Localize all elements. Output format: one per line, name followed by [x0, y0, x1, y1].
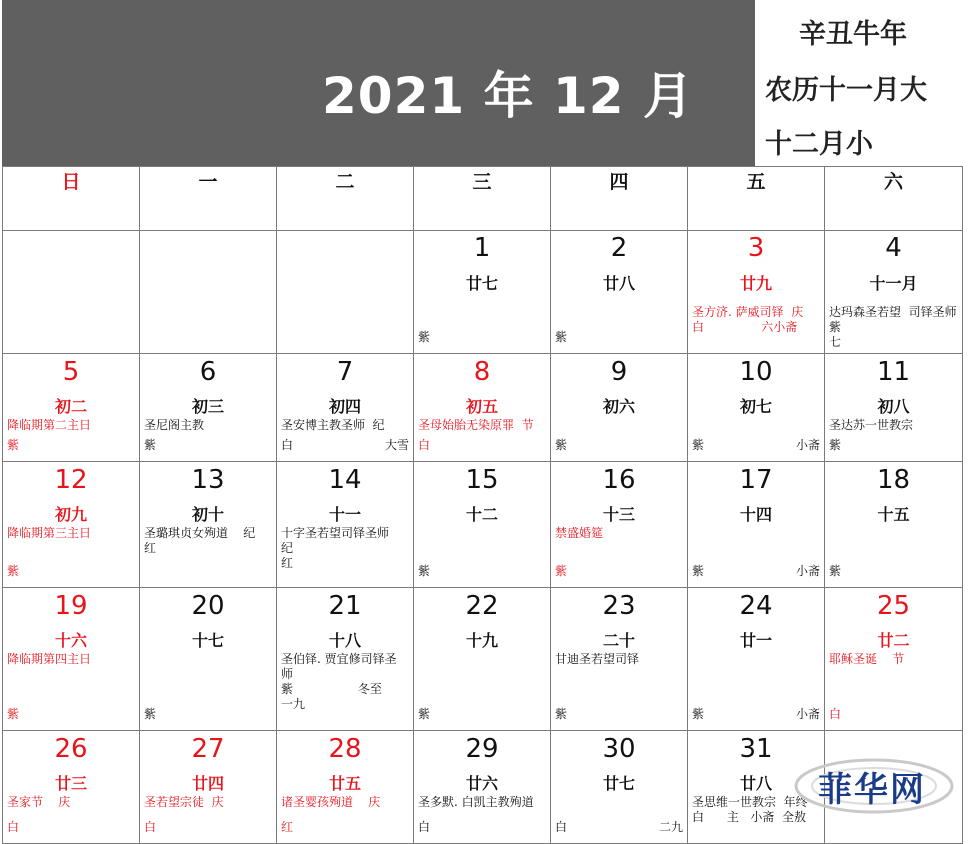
lunar-date: 十六 — [54, 631, 87, 650]
day-cell — [140, 731, 277, 844]
lunar-date: 初八 — [877, 397, 910, 416]
lunar-info-box — [755, 0, 968, 166]
solar-date: 25 — [876, 591, 911, 621]
feast-note: 圣若望宗徒 庆 — [144, 795, 224, 809]
day-cell — [551, 231, 688, 354]
solar-date: 11 — [876, 357, 911, 387]
liturgical-color: 白 — [418, 820, 431, 834]
liturgy-footer — [144, 705, 272, 720]
solar-date: 7 — [336, 357, 354, 387]
liturgical-color: 紫 — [144, 707, 157, 721]
lunar-date: 十八 — [328, 631, 361, 650]
feast-note: 圣达苏一世教宗 — [829, 418, 914, 432]
solar-date: 9 — [610, 357, 628, 387]
lunar-month-1: 农历十一月大 — [765, 75, 927, 106]
solar-date: 27 — [191, 734, 225, 764]
liturgical-color: 紫 — [418, 707, 431, 721]
liturgy-footer — [829, 436, 958, 451]
solar-date: 6 — [199, 357, 217, 387]
solar-date: 5 — [62, 357, 80, 387]
feast-note: 诸圣婴孩殉道 庆 — [281, 795, 381, 809]
day-cell — [551, 462, 688, 588]
lunar-date: 初六 — [602, 397, 635, 416]
lunar-date: 初九 — [54, 505, 87, 524]
liturgy-footer — [7, 436, 135, 451]
lunar-date: 二十 — [602, 631, 635, 650]
day-cell — [825, 588, 963, 731]
lunar-year: 辛丑牛年 — [799, 19, 907, 50]
liturgical-color: 紫 — [555, 564, 568, 578]
weekday-sat: 六 — [825, 167, 963, 231]
feast-note: 降临期第四主日 — [7, 652, 92, 666]
lunar-date: 廿二 — [877, 631, 910, 650]
liturgical-color: 紫 — [7, 564, 20, 578]
lunar-date: 廿七 — [465, 274, 498, 293]
empty-day-cell — [3, 231, 140, 354]
lunar-date: 十一月 — [869, 274, 918, 293]
feast-note: 圣家节 庆 — [7, 795, 71, 809]
day-cell — [3, 588, 140, 731]
day-cell — [277, 731, 414, 844]
day-cell — [3, 731, 140, 844]
lunar-date: 廿七 — [602, 774, 635, 793]
solar-date: 18 — [876, 465, 911, 495]
solar-date: 30 — [602, 734, 636, 764]
lunar-date: 十二 — [465, 505, 498, 524]
feast-note: 圣安博主教圣师 纪 — [281, 418, 385, 432]
day-cell — [688, 354, 825, 462]
weekday-header-row — [3, 167, 963, 231]
liturgy-footer — [829, 562, 958, 577]
empty-day-cell — [277, 231, 414, 354]
lunar-date: 十四 — [739, 505, 772, 524]
empty-day-cell — [140, 231, 277, 354]
solar-date: 16 — [602, 465, 636, 495]
week-row — [3, 462, 963, 588]
day-cell — [825, 354, 963, 462]
liturgical-color: 紫 — [829, 564, 842, 578]
day-cell — [414, 462, 551, 588]
day-cell — [414, 354, 551, 462]
solar-date: 10 — [739, 357, 773, 387]
liturgy-footer — [144, 818, 272, 833]
liturgical-color: 紫 — [692, 564, 705, 578]
lunar-date: 廿八 — [602, 274, 635, 293]
liturgical-color: 白 — [418, 438, 431, 452]
day-cell — [277, 354, 414, 462]
lunar-date: 十三 — [602, 505, 635, 524]
day-cell — [688, 231, 825, 354]
liturgy-footer — [418, 328, 546, 343]
observance-note: 小斋 — [795, 438, 820, 452]
feast-note: 禁盛婚筵 — [555, 526, 604, 540]
day-cell — [277, 588, 414, 731]
solar-date: 19 — [54, 591, 88, 621]
solar-date: 14 — [328, 465, 362, 495]
liturgy-footer — [418, 562, 546, 577]
liturgy-footer — [555, 436, 683, 451]
lunar-date: 初二 — [54, 397, 87, 416]
feast-note: 圣思维一世教宗 年终 白 主 小斋 全敖 — [692, 795, 808, 824]
liturgical-color: 白 — [829, 707, 842, 721]
solar-date: 28 — [328, 734, 362, 764]
liturgical-color: 紫 — [418, 330, 431, 344]
weekday-wed: 三 — [414, 167, 551, 231]
weekday-fri: 五 — [688, 167, 825, 231]
month-title: 2021 年 12 月 — [322, 67, 694, 125]
liturgy-footer — [555, 328, 683, 343]
solar-date: 4 — [885, 233, 902, 263]
week-row — [3, 231, 963, 354]
liturgy-footer — [7, 562, 135, 577]
liturgical-color: 白 — [555, 820, 568, 834]
day-cell — [140, 354, 277, 462]
watermark-logo — [790, 752, 958, 820]
feast-note: 圣璐琪贞女殉道 纪 红 — [144, 526, 256, 555]
liturgical-color: 紫 — [418, 564, 431, 578]
liturgy-footer — [692, 705, 820, 720]
liturgy-footer — [555, 705, 683, 720]
weekday-tue: 二 — [277, 167, 414, 231]
day-cell — [551, 354, 688, 462]
liturgical-color: 紫 — [7, 438, 20, 452]
day-cell — [688, 588, 825, 731]
feast-note: 耶稣圣诞 节 — [829, 652, 905, 666]
day-cell — [3, 354, 140, 462]
liturgical-color: 紫 — [829, 438, 842, 452]
feast-note: 甘迪圣若望司铎 — [555, 652, 640, 666]
liturgical-color: 紫 — [144, 438, 157, 452]
liturgical-color: 紫 — [555, 707, 568, 721]
observance-note: 小斋 — [795, 707, 820, 721]
week-row — [3, 588, 963, 731]
liturgical-color: 紫 — [7, 707, 20, 721]
day-cell — [414, 731, 551, 844]
calendar-header — [2, 0, 968, 166]
solar-date: 12 — [54, 465, 88, 495]
liturgy-footer — [829, 705, 958, 720]
day-cell — [688, 462, 825, 588]
liturgy-footer — [281, 818, 409, 833]
day-cell — [414, 231, 551, 354]
lunar-date: 初三 — [191, 397, 224, 416]
solar-date: 21 — [328, 591, 362, 621]
liturgy-footer — [418, 818, 546, 833]
lunar-date: 初五 — [465, 397, 498, 416]
liturgy-footer — [692, 562, 820, 577]
observance-note: 二九 — [658, 820, 683, 834]
liturgical-color: 白 — [281, 438, 294, 452]
solar-date: 20 — [191, 591, 225, 621]
solar-date: 8 — [473, 357, 491, 387]
solar-date: 17 — [739, 465, 773, 495]
liturgy-footer — [692, 436, 820, 451]
lunar-date: 廿五 — [328, 774, 361, 793]
solar-date: 26 — [54, 734, 88, 764]
solar-date: 3 — [747, 233, 765, 263]
day-cell — [825, 462, 963, 588]
feast-note: 降临期第二主日 — [7, 418, 92, 432]
day-cell — [277, 462, 414, 588]
liturgical-color: 白 — [144, 820, 157, 834]
solar-date: 2 — [610, 233, 628, 263]
day-cell — [3, 462, 140, 588]
lunar-date: 十一 — [328, 505, 361, 524]
day-cell — [551, 588, 688, 731]
liturgical-color: 紫 — [692, 707, 705, 721]
solar-date: 31 — [739, 734, 773, 764]
weekday-thu: 四 — [551, 167, 688, 231]
lunar-date: 廿六 — [465, 774, 498, 793]
lunar-date: 十七 — [191, 631, 224, 650]
feast-note: 达玛森圣若望 司铎圣师 紫 七 — [829, 305, 957, 349]
liturgical-color: 紫 — [692, 438, 705, 452]
lunar-month-2: 十二月小 — [765, 129, 873, 160]
week-row — [3, 354, 963, 462]
day-cell — [825, 231, 963, 354]
lunar-date: 初十 — [191, 505, 224, 524]
day-cell — [414, 588, 551, 731]
liturgical-color: 紫 — [555, 438, 568, 452]
feast-note: 圣多默. 白凯主教殉道 — [418, 795, 534, 809]
feast-note: 十字圣若望司铎圣师 纪 红 — [281, 526, 390, 570]
weekday-sun: 日 — [3, 167, 140, 231]
day-cell — [551, 731, 688, 844]
lunar-date: 十五 — [877, 505, 910, 524]
day-cell — [140, 588, 277, 731]
solar-date: 22 — [465, 591, 499, 621]
weekday-mon: 一 — [140, 167, 277, 231]
solar-date: 15 — [465, 465, 499, 495]
liturgical-color: 紫 — [555, 330, 568, 344]
observance-note: 小斋 — [795, 564, 820, 578]
liturgy-footer — [555, 818, 683, 833]
feast-note: 圣方济. 萨威司铎 庆 白 六小斋 — [692, 305, 804, 334]
liturgy-footer — [281, 436, 409, 451]
liturgy-footer — [7, 818, 135, 833]
lunar-date: 廿一 — [739, 631, 772, 650]
solar-date: 24 — [739, 591, 773, 621]
lunar-date: 十九 — [465, 631, 498, 650]
lunar-date: 廿四 — [191, 774, 224, 793]
watermark-text: 菲华网 — [818, 770, 926, 810]
calendar-grid — [2, 166, 963, 844]
lunar-date: 初四 — [328, 397, 361, 416]
liturgy-footer — [144, 436, 272, 451]
solar-date: 23 — [602, 591, 636, 621]
observance-note: 大雪 — [384, 438, 409, 452]
liturgy-footer — [418, 436, 546, 451]
liturgy-footer — [555, 562, 683, 577]
liturgy-footer — [418, 705, 546, 720]
liturgical-color: 白 — [7, 820, 20, 834]
liturgical-color: 红 — [281, 820, 294, 834]
feast-note: 圣尼阁主教 — [144, 418, 205, 432]
lunar-date: 廿九 — [739, 274, 772, 293]
lunar-date: 初七 — [739, 397, 772, 416]
solar-date: 13 — [191, 465, 225, 495]
lunar-date: 廿三 — [54, 774, 87, 793]
feast-note: 圣伯铎. 贾宜修司铎圣 师 紫 冬至 一九 — [281, 652, 397, 711]
solar-date: 1 — [473, 233, 491, 263]
feast-note: 降临期第三主日 — [7, 526, 92, 540]
solar-date: 29 — [465, 734, 499, 764]
feast-note: 圣母始胎无染原罪 节 — [418, 418, 534, 432]
liturgy-footer — [7, 705, 135, 720]
day-cell — [140, 462, 277, 588]
lunar-date: 廿八 — [739, 774, 772, 793]
